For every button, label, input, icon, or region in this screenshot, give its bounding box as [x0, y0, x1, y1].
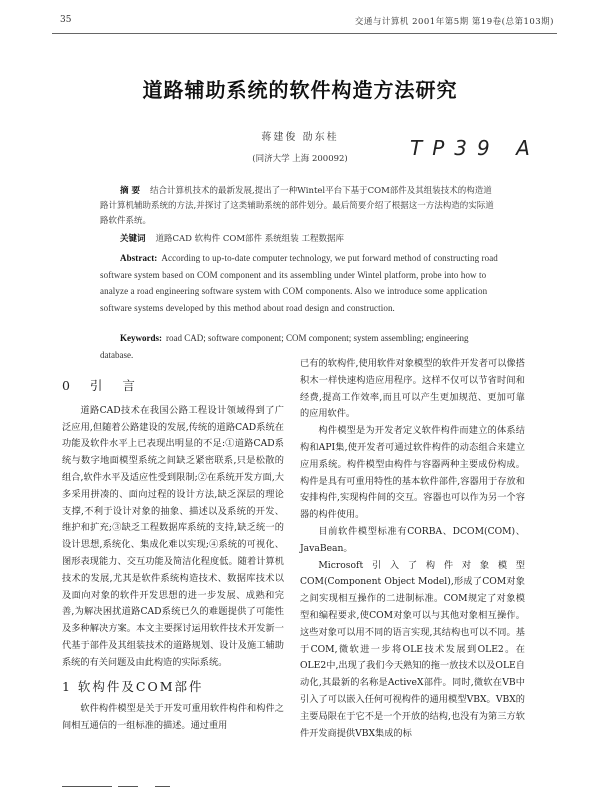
- paper-authors: 蒋建俊 劭东桂: [261, 132, 339, 143]
- section-1-heading: 1 软构件及COM部件: [62, 678, 204, 694]
- abstract-en: [100, 250, 500, 316]
- intro-paragraph: 道路CAD技术在我国公路工程设计领域得到了广泛应用,但随着公路建设的发展,传统的道路CAD系统在功能及软件水平上已表现出明显的不足:①道路CAD系统与数字地面模型系统之间缺乏紧密联系,只是松散的组合,软件水平及适应性受到限制;②在系统开发方面,大多采用拼凑的、面向过程的设计方法,缺乏深层的理论支撑,不利于设计对象的抽象、描述以及系统的开发、维护和扩充;③缺乏工程数据库系统的支持,缺乏统一的设计思想,系统化、集成化难以实现;④系统的可视化、图形表现能力、交互功能及简洁化程度低。随着计算机技术的发展,尤其是软件系统构造技术、数据库技术以及面向对象的软件开发思想的进一步发展、成熟和完善,为解决困扰道路CAD系统已久的难题提供了可能性及多种解决方案。本文主要探讨运用软件技术开发新一代基于部件及其组装技术的道路规划、设计及施工辅助系统的有关问题及由此构造的实际系统。: [62, 404, 284, 668]
- journal-info: 交通与计算机 2001年第5期 第19卷(总第103期): [354, 17, 554, 27]
- keywords-zh-label: 关键词: [120, 234, 146, 244]
- page-number: 35: [60, 15, 72, 25]
- right-column: [300, 356, 525, 742]
- abstract-zh-label: 摘 要: [120, 186, 140, 196]
- right-paragraph-4: Microsoft引入了构件对象模型COM(Component Object Model),形成了COM对象之间实现相互操作的二进制标准。COM规定了对象模型和编程要求,使COM对象可以与其他对象相互操作。这些对象可以用不同的语言实现,其结构也可以不同。基于COM,微软进一步将OLE技术发展到OLE2。在OLE2中,出现了我们今天熟知的拖一放技术以及OLE自动化,其最新的名称是ActiveX部件。同时,微软在VB中引入了可以嵌入任何可视构件的通用模型VBX。VBX的主要局限在于它不是一个开放的结构,也没有为第三方软件开发商提供VBX集成的标: [300, 559, 525, 739]
- keywords-zh-text: 道路CAD 软构件 COM部件 系统组装 工程数据库: [155, 234, 344, 244]
- abstract-en-label: Abstract:: [120, 253, 158, 263]
- paper-title: 道路辅助系统的软件构造方法研究: [142, 78, 458, 102]
- header-rule: [52, 33, 557, 34]
- right-paragraph-2: 构件模型是为开发者定义软件构件而建立的体系结构和API集,使开发者可通过软件构件的动态组合来建立应用系统。构件模型由构件与容器两种主要成份构成。构件是具有可重用特性的基本软件部件,容器用于存放和安排构件,实现构件间的交互。容器也可以作为另一个容器的构件使用。: [300, 425, 525, 521]
- running-header: [52, 12, 554, 30]
- keywords-zh: [100, 232, 500, 247]
- section-0-heading: 0 引 言: [62, 378, 143, 393]
- right-paragraph-1: 已有的软构件,使用软件对象模型的软件开发者可以像搭积木一样快速构造应用程序。这样不仅可以节省时间和经费,提高工作效率,而且可以产生更加规范、更加可靠的应用软件。: [300, 358, 525, 420]
- abstract-zh-text: 结合计算机技术的最新发展,提出了一种Wintel平台下基于COM部件及其组装技术的构造道路计算机辅助系统的方法,并探讨了这类辅助系统的部件划分。最后简要介绍了根据这一方法构造的实际道路软件系统。: [100, 186, 494, 226]
- left-column: [62, 378, 284, 735]
- footnote-rule-3: [155, 786, 170, 787]
- section-1-paragraph: 软件构件模型是关于开发可重用软件构件和构件之间相互通信的一组标准的描述。通过重用: [62, 703, 284, 732]
- keywords-en-text: road CAD; software component; COM component; system assembling; engineering database.: [100, 333, 469, 360]
- right-paragraph-3: 目前软件模型标准有CORBA、DCOM(COM)、JavaBean。: [300, 525, 525, 554]
- abstract-zh: [100, 184, 500, 229]
- paper-affiliation: (同济大学 上海 200092): [252, 154, 348, 164]
- abstract-en-text: According to up-to-date computer technology, we put forward method of constructing road software system based on COM component and its assembling under Wintel platform, probe into how to analyze a road engineering software system with COM components. Also we introduce some application software systems developed by this method about road design and construction.: [100, 253, 498, 313]
- keywords-en-label: Keywords:: [120, 333, 162, 343]
- footnote-rule: [62, 786, 112, 787]
- handwritten-annotation: TP39 A: [410, 136, 540, 160]
- footnote-rule-2: [118, 786, 138, 787]
